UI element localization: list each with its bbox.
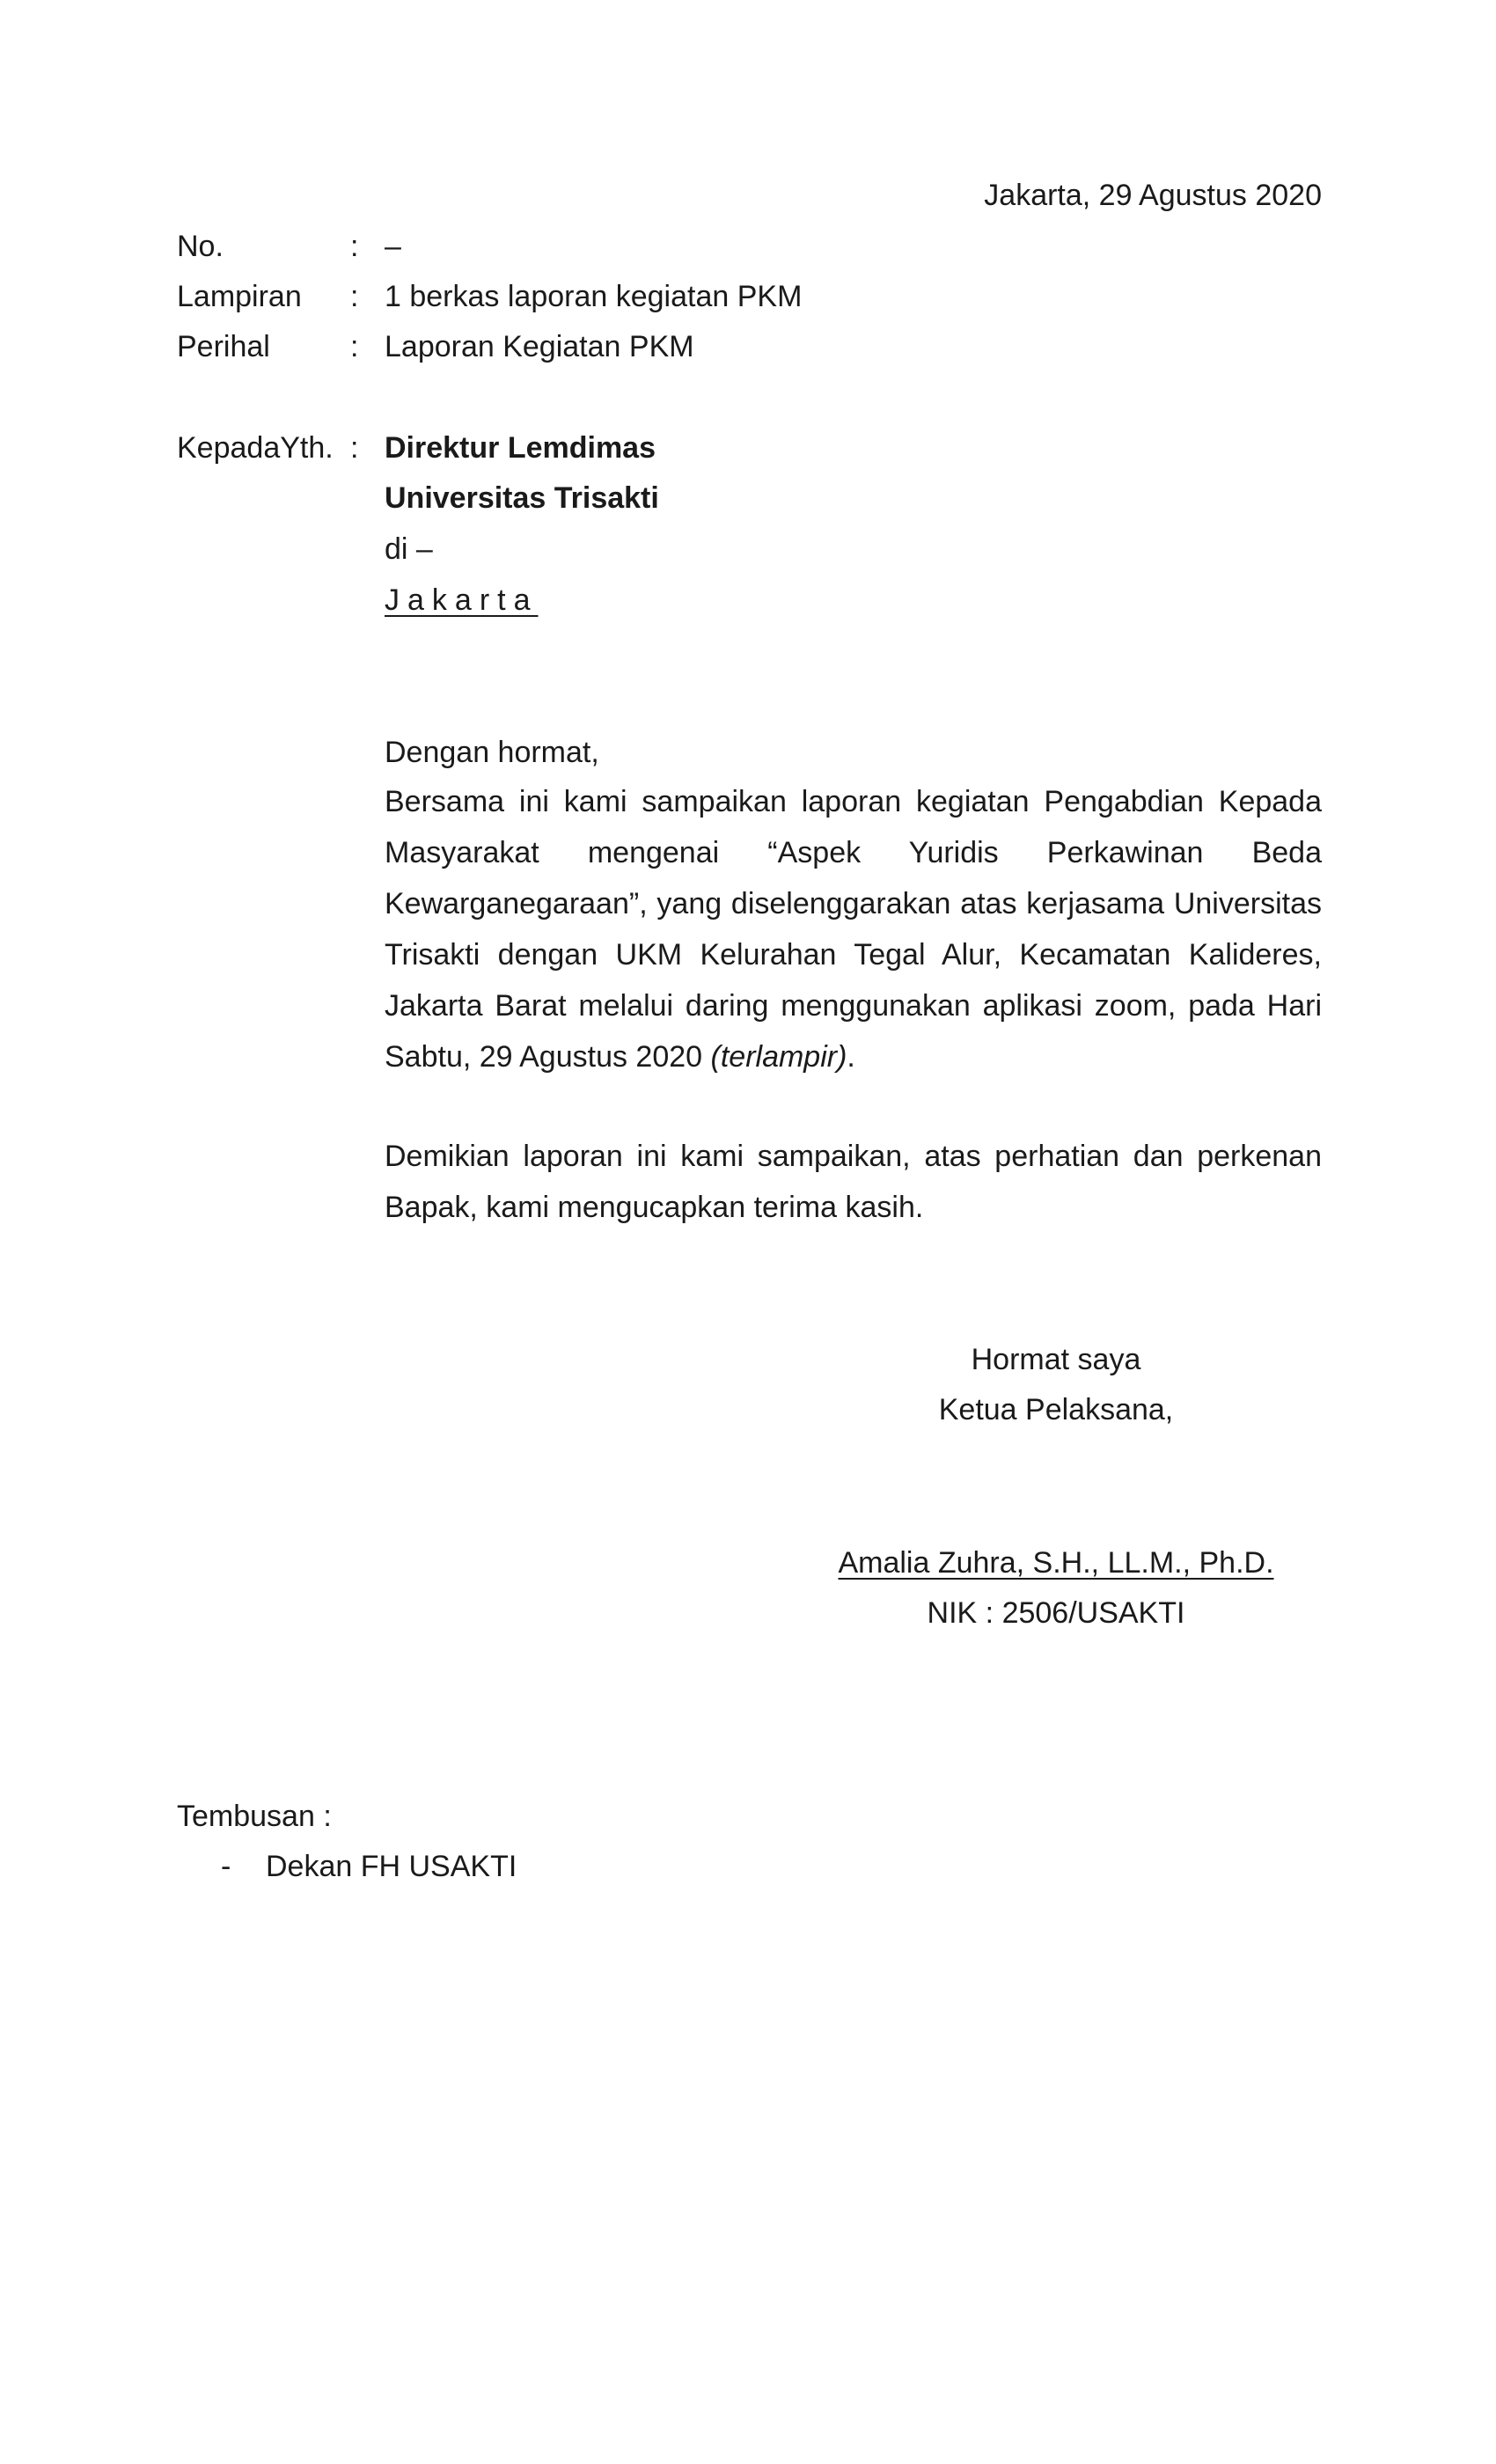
no-value: –: [385, 230, 401, 263]
recipient-institution: Universitas Trisakti: [385, 481, 659, 515]
recipient-label: KepadaYth.: [177, 431, 334, 465]
cc-bullet: -: [221, 1850, 231, 1883]
paragraph-1-line: Trisakti dengan UKM Kelurahan Tegal Alur, Kecamatan Kalideres,: [385, 938, 1322, 972]
body-paragraph-1: [385, 776, 1322, 1082]
letter-date: Jakarta, 29 Agustus 2020: [984, 179, 1322, 212]
recipient-city: Jakarta: [385, 583, 539, 617]
perihal-label: Perihal: [177, 330, 270, 363]
recipient-di: di –: [385, 532, 433, 566]
lampiran-label: Lampiran: [177, 280, 302, 313]
paragraph-2-last-line: Bapak, kami mengucapkan terima kasih.: [385, 1191, 924, 1224]
paragraph-1-last-line: [385, 1031, 1322, 1082]
paragraph-1-line: Kewarganegaraan”, yang diselenggarakan atas kerjasama Universitas: [385, 887, 1322, 920]
signer-nik: NIK : 2506/USAKTI: [927, 1596, 1185, 1630]
perihal-value: Laporan Kegiatan PKM: [385, 330, 694, 363]
cc-item: Dekan FH USAKTI: [266, 1850, 517, 1883]
paragraph-1-line: Masyarakat mengenai “Aspek Yuridis Perkawinan Beda: [385, 836, 1322, 869]
recipient-colon: :: [350, 431, 359, 465]
paragraph-1-period: .: [847, 1040, 855, 1074]
no-label: No.: [177, 230, 224, 263]
terlampir-note: (terlampir): [710, 1040, 847, 1074]
signer-name: Amalia Zuhra, S.H., LL.M., Ph.D.: [838, 1546, 1274, 1580]
signer-role: Ketua Pelaksana,: [938, 1393, 1174, 1426]
closing-text: Hormat saya: [971, 1343, 1141, 1376]
paragraph-1-line: Jakarta Barat melalui daring menggunakan aplikasi zoom, pada Hari: [385, 989, 1322, 1023]
cc-label: Tembusan :: [177, 1800, 332, 1833]
lampiran-value: 1 berkas laporan kegiatan PKM: [385, 280, 803, 313]
lampiran-colon: :: [350, 280, 359, 313]
perihal-colon: :: [350, 330, 359, 363]
body-paragraph-2: [385, 1131, 1322, 1233]
paragraph-1-line: Bersama ini kami sampaikan laporan kegiatan Pengabdian Kepada: [385, 785, 1322, 818]
greeting: Dengan hormat,: [385, 736, 599, 769]
paragraph-2-line: Demikian laporan ini kami sampaikan, atas perhatian dan perkenan: [385, 1140, 1322, 1173]
recipient-name: Direktur Lemdimas: [385, 431, 656, 465]
paragraph-1-last-text: Sabtu, 29 Agustus 2020: [385, 1040, 711, 1074]
no-colon: :: [350, 230, 359, 263]
